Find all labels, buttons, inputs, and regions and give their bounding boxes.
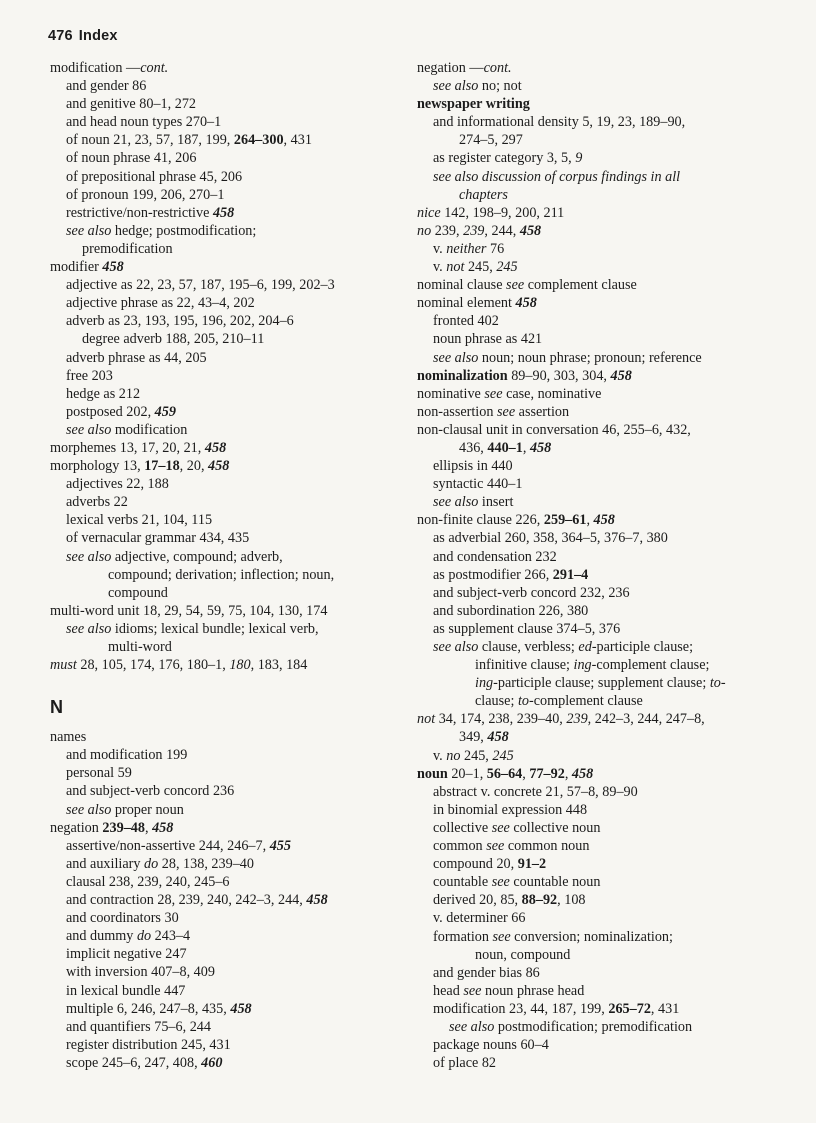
index-subentry: see also idioms; lexical bundle; lexical verb, [66,620,319,637]
index-subentry: see also adjective, compound; adverb, [66,548,283,565]
index-subentry: v. not 245, 245 [433,259,518,276]
index-subentry: modification 23, 44, 187, 199, 265–72, 431 [433,1000,680,1017]
index-subentry: adverbs 22 [66,494,128,511]
index-subentry: lexical verbs 21, 104, 115 [66,512,213,529]
index-entry: nominalization 89–90, 303, 304, 458 [417,367,632,384]
index-subentry: as register category 3, 5, 9 [433,150,583,167]
index-subentry: and gender bias 86 [433,964,540,981]
index-subentry: and gender 86 [66,78,147,95]
index-column-left [50,59,415,1072]
index-subentry: clausal 238, 239, 240, 245–6 [66,873,230,890]
index-subentry: see also postmodification; premodification [449,1018,693,1035]
index-subentry: 274–5, 297 [459,132,523,149]
index-subentry: v. neither 76 [433,240,505,257]
index-subentry: see also modification [66,421,188,438]
index-subentry: and genitive 80–1, 272 [66,96,197,113]
index-entry: morphemes 13, 17, 20, 21, 458 [50,439,227,456]
index-subentry: noun phrase as 421 [433,331,543,348]
index-subentry: as adverbial 260, 358, 364–5, 376–7, 380 [433,530,668,547]
index-subentry: as supplement clause 374–5, 376 [433,620,621,637]
index-subentry: clause; to-complement clause [475,693,643,710]
index-entry: nominal clause see complement clause [417,277,637,294]
index-subentry: of pronoun 199, 206, 270–1 [66,186,225,203]
index-subentry: and condensation 232 [433,548,557,565]
index-entry: negation —cont. [417,60,512,76]
index-entry: nice 142, 198–9, 200, 211 [417,204,565,221]
index-subentry: and informational density 5, 19, 23, 189–90, [433,114,686,131]
index-subentry: noun, compound [475,946,571,963]
index-subentry: fronted 402 [433,313,499,330]
index-entry: nominative see case, nominative [417,385,602,402]
index-subentry: and quantifiers 75–6, 244 [66,1018,211,1035]
index-subentry: with inversion 407–8, 409 [66,964,215,981]
page-number: 476 [48,28,73,44]
index-subentry: see also noun; noun phrase; pronoun; reference [433,349,702,366]
index-subentry: degree adverb 188, 205, 210–11 [82,331,265,348]
index-subentry: and coordinators 30 [66,910,179,927]
index-subentry: personal 59 [66,765,132,782]
index-subentry: in binomial expression 448 [433,801,588,818]
index-subentry: and auxiliary do 28, 138, 239–40 [66,855,254,872]
index-subentry: v. determiner 66 [433,910,526,927]
index-subentry: ellipsis in 440 [433,458,513,475]
index-subentry: adjective phrase as 22, 43–4, 202 [66,295,255,312]
index-entry: modification —cont. [50,60,169,76]
index-entry: newspaper writing [417,96,530,113]
index-subentry: postposed 202, 459 [66,403,176,420]
index-subentry: package nouns 60–4 [433,1037,549,1054]
index-subentry: of prepositional phrase 45, 206 [66,168,243,185]
index-subentry: of vernacular grammar 434, 435 [66,530,250,547]
index-subentry: restrictive/non-restrictive 458 [66,204,235,221]
index-subentry: see also insert [433,494,514,511]
index-subentry: and contraction 28, 239, 240, 242–3, 244, 458 [66,892,328,909]
index-entry: non-finite clause 226, 259–61, 458 [417,512,615,529]
index-subentry: and subordination 226, 380 [433,602,589,619]
index-subentry: adverb as 23, 193, 195, 196, 202, 204–6 [66,313,294,330]
section-title: Index [78,28,118,44]
index-entry: modifier 458 [50,259,124,276]
index-letter-heading: N [50,697,63,718]
index-subentry: 436, 440–1, 458 [459,439,552,456]
index-subentry: v. no 245, 245 [433,747,514,764]
index-entry: multi-word unit 18, 29, 54, 59, 75, 104, 130, 174 [50,602,328,619]
index-subentry: formation see conversion; nominalization; [433,928,673,945]
index-subentry: adjectives 22, 188 [66,476,169,493]
index-subentry: adverb phrase as 44, 205 [66,349,207,366]
index-subentry: of noun phrase 41, 206 [66,150,197,167]
index-subentry: see also proper noun [66,801,184,818]
index-subentry: in lexical bundle 447 [66,982,186,999]
index-subentry: compound; derivation; inflection; noun, [108,566,335,583]
index-subentry: implicit negative 247 [66,946,187,963]
running-head [48,28,118,44]
index-subentry: premodification [82,240,173,257]
index-subentry: see also no; not [433,78,522,95]
index-subentry: ing-participle clause; supplement clause; to- [475,675,726,692]
index-entry: no 239, 239, 244, 458 [417,222,542,239]
index-subentry: 349, 458 [459,729,509,746]
index-subentry: multi-word [108,639,172,655]
index-subentry: syntactic 440–1 [433,476,523,493]
index-entry: must 28, 105, 174, 176, 180–1, 180, 183, 184 [50,657,308,674]
index-entry: names [50,729,87,746]
index-subentry: chapters [459,186,508,203]
index-subentry: assertive/non-assertive 244, 246–7, 455 [66,837,291,854]
index-subentry: multiple 6, 246, 247–8, 435, 458 [66,1000,252,1017]
index-entry: non-assertion see assertion [417,403,570,420]
index-column-right [417,59,802,1072]
index-subentry: and subject-verb concord 236 [66,783,235,800]
index-subentry: and head noun types 270–1 [66,114,222,131]
index-subentry: countable see countable noun [433,874,601,891]
index-entry: noun 20–1, 56–64, 77–92, 458 [417,765,594,782]
index-subentry: see also hedge; postmodification; [66,222,257,239]
index-subentry: compound [108,584,168,601]
index-entry: not 34, 174, 238, 239–40, 239, 242–3, 244, 247–8, [417,711,705,728]
index-subentry: free 203 [66,367,113,384]
index-subentry: compound 20, 91–2 [433,856,547,873]
index-entry: non-clausal unit in conversation 46, 255–6, 432, [417,421,691,438]
index-entry: negation 239–48, 458 [50,819,174,836]
index-subentry: infinitive clause; ing-complement clause; [475,657,710,674]
index-entry: nominal element 458 [417,295,537,312]
index-subentry: and dummy do 243–4 [66,928,191,945]
index-subentry: common see common noun [433,838,590,855]
index-subentry: derived 20, 85, 88–92, 108 [433,892,586,909]
index-subentry: hedge as 212 [66,385,141,402]
index-entry: morphology 13, 17–18, 20, 458 [50,458,230,475]
index-subentry: abstract v. concrete 21, 57–8, 89–90 [433,783,638,800]
index-subentry: as postmodifier 266, 291–4 [433,566,589,583]
index-subentry: see also discussion of corpus findings in all [433,168,681,185]
index-subentry: head see noun phrase head [433,982,585,999]
index-subentry: and modification 199 [66,747,188,764]
index-subentry: scope 245–6, 247, 408, 460 [66,1054,223,1071]
index-subentry: of place 82 [433,1055,497,1072]
index-subentry: adjective as 22, 23, 57, 187, 195–6, 199, 202–3 [66,277,335,294]
index-subentry: collective see collective noun [433,819,601,836]
index-subentry: register distribution 245, 431 [66,1036,231,1053]
index-subentry: of noun 21, 23, 57, 187, 199, 264–300, 431 [66,132,312,149]
index-subentry: see also clause, verbless; ed-participle clause; [433,639,694,655]
index-subentry: and subject-verb concord 232, 236 [433,584,630,601]
